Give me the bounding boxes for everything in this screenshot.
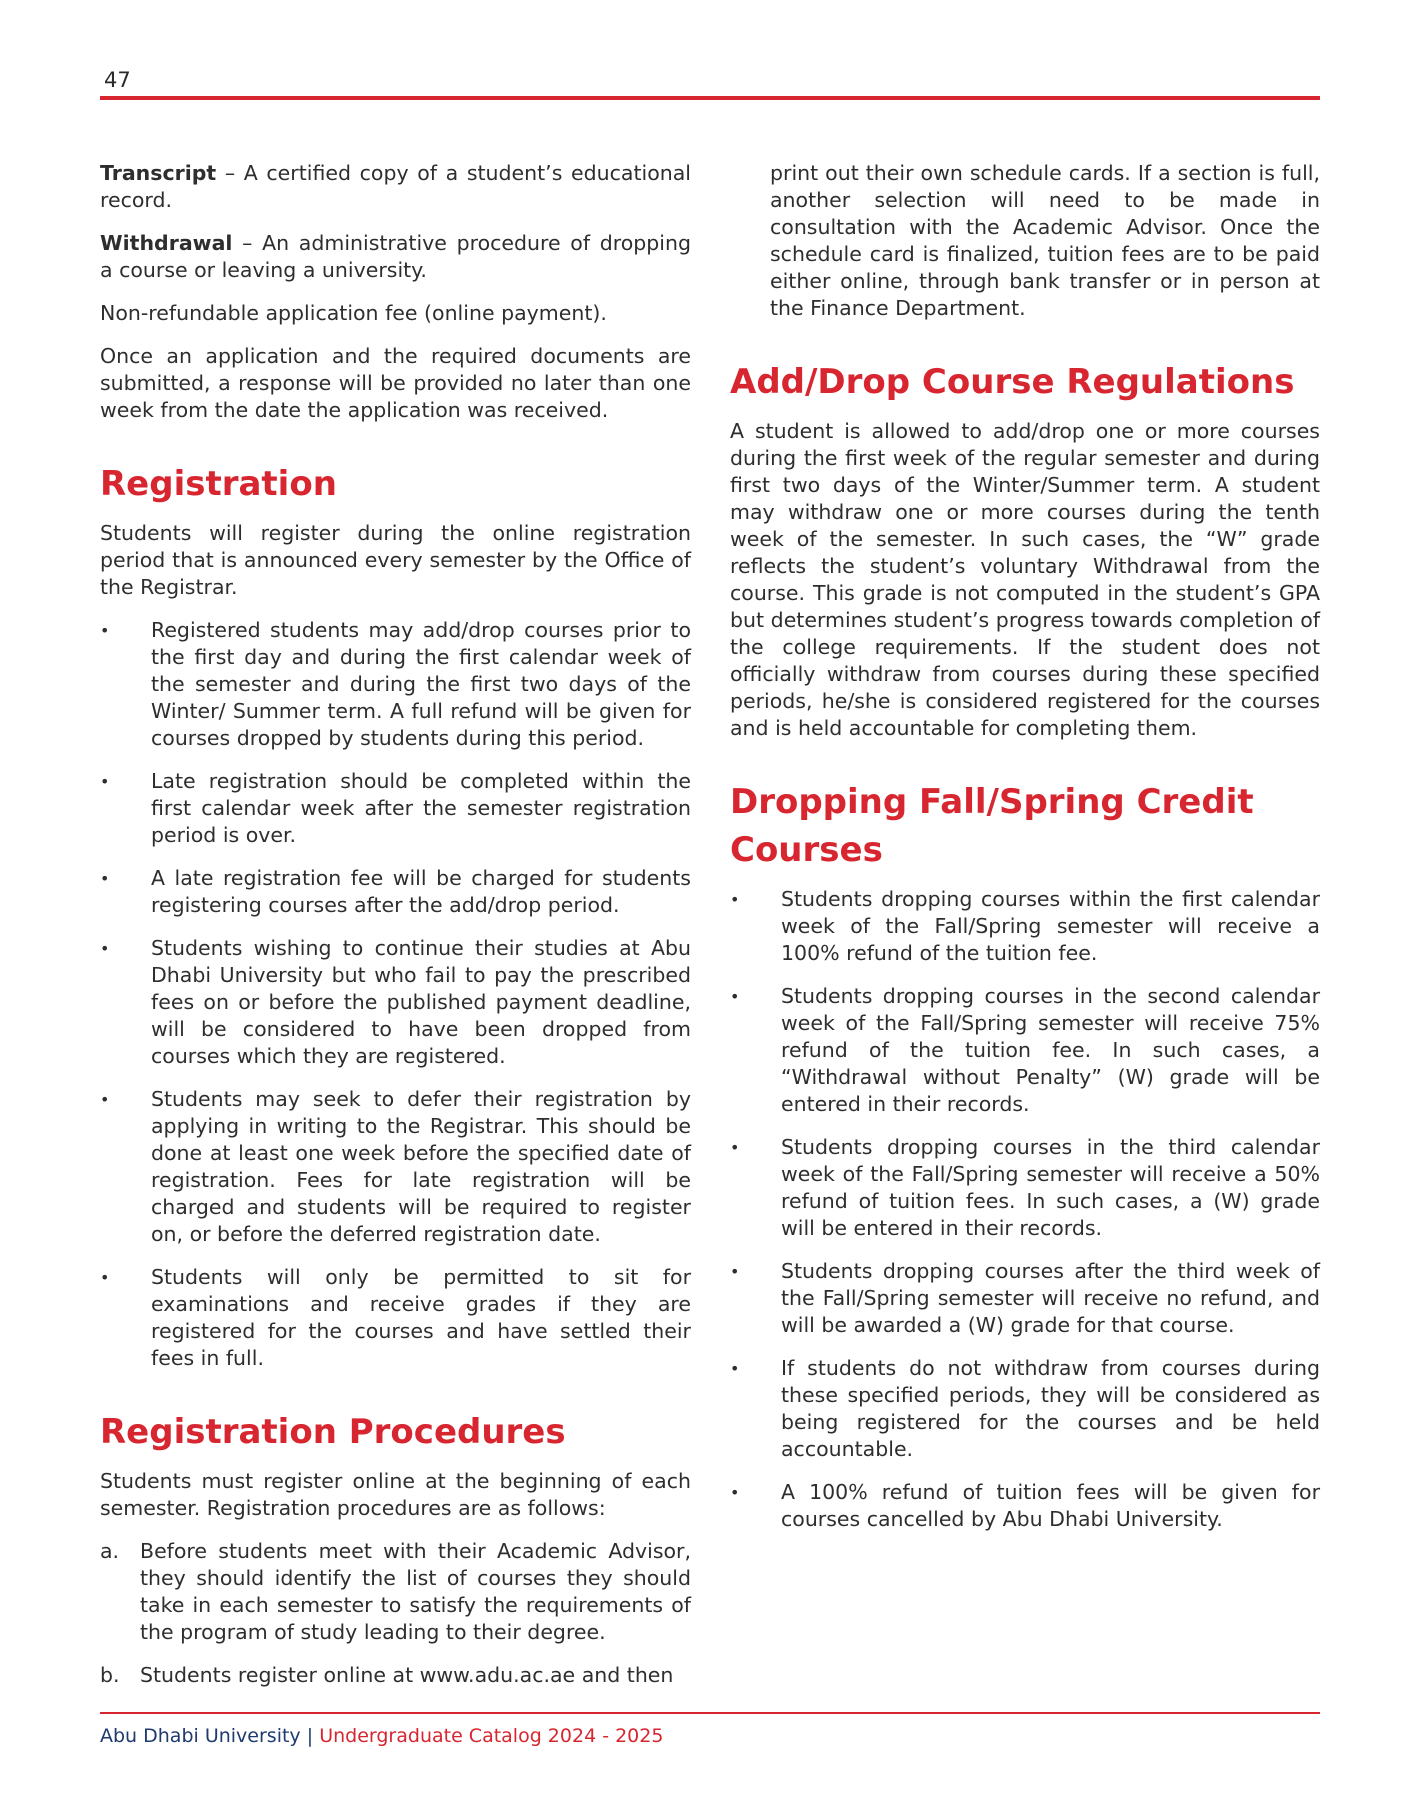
- left-column: [100, 160, 691, 1705]
- bullet-icon: •: [100, 772, 110, 791]
- term-withdrawal: Withdrawal: [100, 231, 233, 255]
- list-item: b. Students register online at www.adu.ac.ae and then: [100, 1663, 674, 1687]
- list-item: • Students wishing to continue their studies at Abu Dhabi University but who fail to pay the prescribed fees on or before the published payment deadline, will be considered to have been dropped from courses which they are registered.: [100, 936, 691, 1068]
- right-column: [730, 160, 1320, 1549]
- list-item: • Students dropping courses in the third calendar week of the Fall/Spring semester will receive a 50% refund of tuition fees. In such cases, a (W) grade will be entered in their records.: [730, 1135, 1320, 1240]
- list-item: • Students dropping courses within the first calendar week of the Fall/Spring semester will receive a 100% refund of the tuition fee.: [730, 887, 1320, 965]
- footer-university: Abu Dhabi University: [100, 1725, 301, 1747]
- registration-list: [100, 617, 691, 1372]
- list-item: • Students dropping courses in the second calendar week of the Fall/Spring semester will receive 75% refund of the tuition fee. In such cases, a “Withdrawal without Penalty” (W) grade will be entered in their records.: [730, 984, 1320, 1116]
- page-number: 47: [104, 68, 131, 92]
- list-item: • Late registration should be completed within the first calendar week after the semester registration period is over.: [100, 769, 691, 847]
- list-item: • Students will only be permitted to sit for examinations and receive grades if they are registered for the courses and have settled their fees in full.: [100, 1265, 691, 1370]
- heading-registration-procedures: Registration Procedures: [100, 1412, 566, 1452]
- list-item: • Students may seek to defer their registration by applying in writing to the Registrar. This should be done at least one week before the specified date of registration. Fees for late registration will be charged and students will be required to register on, or before the deferred registration date.: [100, 1087, 691, 1246]
- footer-rule: [100, 1712, 1320, 1714]
- list-item: • If students do not withdraw from courses during these specified periods, they will be considered as being registered for the courses and be held accountable.: [730, 1356, 1320, 1461]
- bullet-icon: •: [100, 1268, 110, 1287]
- term-transcript: Transcript: [100, 161, 217, 185]
- bullet-icon: •: [100, 1090, 110, 1109]
- top-rule: [100, 96, 1320, 100]
- footer-catalog: Undergraduate Catalog 2024 - 2025: [319, 1725, 664, 1747]
- paragraph-fee: Non-refundable application fee (online payment).: [100, 301, 607, 325]
- bullet-icon: •: [730, 987, 740, 1006]
- definition-transcript: [100, 160, 691, 214]
- bullet-icon: •: [730, 1359, 740, 1378]
- heading-add-drop: Add/Drop Course Regulations: [730, 362, 1295, 402]
- bullet-icon: •: [730, 1262, 740, 1281]
- procedures-continuation: print out their own schedule cards. If a section is full, another selection will need to be made in consultation with the Academic Advisor. Once the schedule card is finalized, tuition fees are to be paid either online, through bank transfer or in person at the Finance Department.: [770, 161, 1320, 320]
- procedures-intro: Students must register online at the beginning of each semester. Registration procedures are as follows:: [100, 1469, 691, 1520]
- definition-text: – An administrative procedure of dropping a course or leaving a university.: [100, 231, 691, 282]
- list-marker: b.: [100, 1663, 120, 1687]
- bullet-icon: •: [730, 1138, 740, 1157]
- bullet-icon: •: [730, 1483, 740, 1502]
- footer: [100, 1725, 663, 1747]
- paragraph-response: Once an application and the required documents are submitted, a response will be provided no later than one week from the date the application was received.: [100, 344, 691, 422]
- bullet-icon: •: [100, 869, 110, 888]
- registration-intro: Students will register during the online registration period that is announced every semester by the Office of the Registrar.: [100, 521, 691, 599]
- add-drop-text: A student is allowed to add/drop one or more courses during the first week of the regular semester and during first two days of the Winter/Summer term. A student may withdraw one or more courses during the tenth week of the semester. In such cases, the “W” grade reflects the student’s voluntary Withdrawal from the course. This grade is not computed in the student’s GPA but determines student’s progress towards completion of the college requirements. If the student does not officially withdraw from courses during these specified periods, he/she is considered registered for the courses and is held accountable for completing them.: [730, 419, 1320, 740]
- footer-separator: |: [306, 1725, 314, 1747]
- definition-withdrawal: [100, 230, 691, 284]
- list-item: • Students dropping courses after the third week of the Fall/Spring semester will receive no refund, and will be awarded a (W) grade for that course.: [730, 1259, 1320, 1337]
- list-item: • A late registration fee will be charged for students registering courses after the add/drop period.: [100, 866, 691, 917]
- bullet-icon: •: [730, 890, 740, 909]
- procedures-list: [100, 1538, 691, 1689]
- definition-text: – A certified copy of a student’s educational record.: [100, 161, 691, 212]
- bullet-icon: •: [100, 621, 110, 640]
- list-item: a. Before students meet with their Academic Advisor, they should identify the list of courses they should take in each semester to satisfy the requirements of the program of study leading to their degree.: [100, 1539, 691, 1644]
- list-marker: a.: [100, 1539, 120, 1563]
- bullet-icon: •: [100, 939, 110, 958]
- heading-registration: Registration: [100, 464, 337, 504]
- list-item: • A 100% refund of tuition fees will be given for courses cancelled by Abu Dhabi University.: [730, 1480, 1320, 1531]
- list-item: • Registered students may add/drop courses prior to the first day and during the first calendar week of the semester and during the first two days of the Winter/ Summer term. A full refund will be given for courses dropped by students during this period.: [100, 618, 691, 750]
- heading-dropping-courses: Dropping Fall/Spring Credit Courses: [730, 782, 1254, 870]
- dropping-list: [730, 886, 1320, 1533]
